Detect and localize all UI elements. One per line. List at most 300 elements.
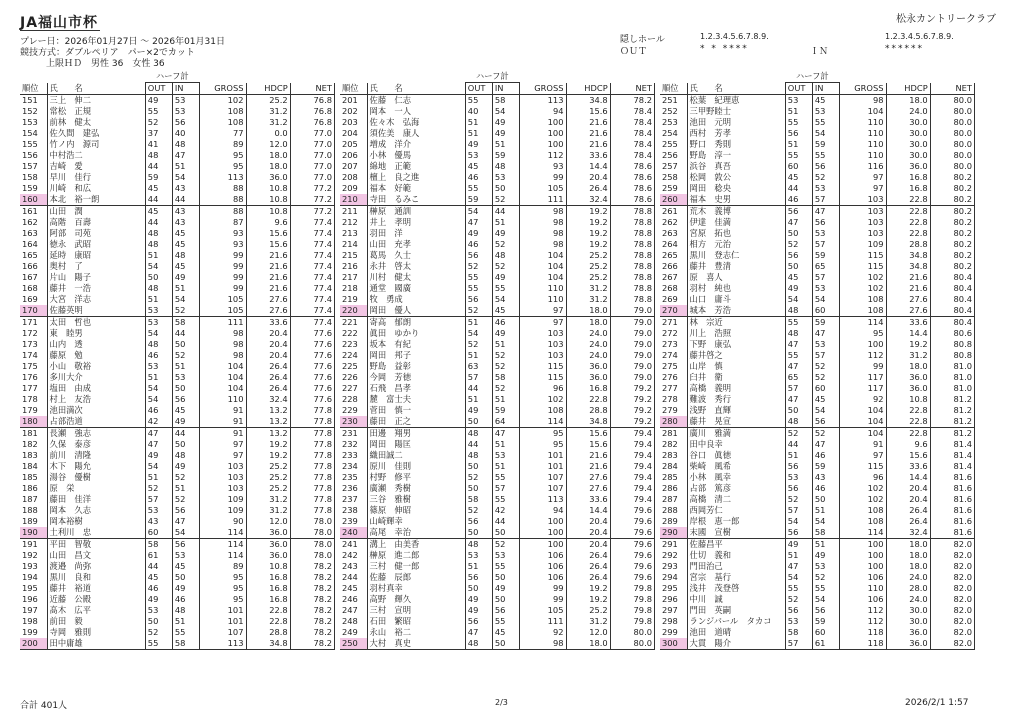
gross-cell: 111 — [519, 616, 566, 627]
gross-cell: 107 — [199, 627, 246, 638]
net-cell: 79.0 — [610, 339, 654, 350]
out-cell: 55 — [465, 283, 492, 294]
in-cell: 53 — [812, 283, 839, 294]
name-cell: 三谷 雅樹 — [367, 494, 465, 505]
name-cell: 原川 佳則 — [367, 461, 465, 472]
out-cell: 41 — [145, 139, 172, 150]
in-cell: 47 — [492, 428, 519, 440]
out-cell: 44 — [785, 439, 812, 450]
name-cell: 大村 真史 — [367, 638, 465, 650]
rank-cell: 236 — [342, 483, 358, 493]
result-row — [660, 106, 975, 117]
result-row — [340, 206, 655, 218]
hdcp-cell: 14.4 — [886, 328, 930, 339]
hdcp-cell: 21.6 — [566, 128, 610, 139]
net-cell: 82.0 — [930, 550, 974, 561]
result-row — [660, 428, 975, 440]
hdcp-header: HDCP — [566, 83, 610, 95]
rank-cell: 278 — [662, 394, 678, 404]
name-cell: 太田 哲也 — [47, 317, 145, 329]
rank-cell: 187 — [22, 494, 38, 504]
rank-cell: 230 — [340, 416, 367, 428]
out-cell: 44 — [145, 194, 172, 206]
net-header: NET — [930, 83, 974, 95]
result-row — [340, 583, 655, 594]
out-header: OUT — [145, 83, 172, 95]
hdcp-cell: 22.8 — [566, 394, 610, 405]
result-row — [340, 261, 655, 272]
gross-cell: 104 — [839, 428, 886, 440]
name-cell: 佐々木 弘海 — [367, 117, 465, 128]
name-header: 氏 名 — [687, 83, 785, 95]
in-cell: 54 — [812, 128, 839, 139]
rank-cell: 298 — [662, 616, 678, 626]
result-row — [20, 261, 335, 272]
hdcp-cell: 26.4 — [246, 383, 290, 394]
rank-cell: 287 — [662, 494, 678, 504]
rank-cell: 177 — [22, 383, 38, 393]
net-cell: 82.0 — [930, 561, 974, 572]
net-cell: 81.2 — [930, 428, 974, 440]
net-cell: 81.6 — [930, 494, 974, 505]
rank-cell: 193 — [22, 561, 38, 571]
rank-cell: 225 — [342, 361, 358, 371]
net-cell: 77.6 — [290, 350, 334, 361]
in-cell: 50 — [172, 572, 199, 583]
gross-cell: 102 — [519, 394, 566, 405]
name-cell: 近藤 公殿 — [47, 594, 145, 605]
net-cell: 81.6 — [930, 483, 974, 494]
result-row — [20, 183, 335, 194]
in-cell: 49 — [492, 117, 519, 128]
result-row — [20, 250, 335, 261]
hdcp-cell: 31.2 — [246, 494, 290, 505]
gross-cell: 98 — [519, 638, 566, 650]
name-cell: 谷口 眞徳 — [687, 450, 785, 461]
out-cell: 46 — [785, 194, 812, 206]
hdcp-cell: 21.6 — [886, 272, 930, 283]
out-cell: 55 — [465, 183, 492, 194]
in-cell: 51 — [172, 616, 199, 627]
rank-cell: 235 — [342, 472, 358, 482]
result-row — [20, 572, 335, 583]
out-cell: 45 — [145, 572, 172, 583]
name-cell: 溝上 由美香 — [367, 539, 465, 551]
gross-cell: 108 — [839, 505, 886, 516]
half-total-header: ハーフ計 — [785, 71, 839, 83]
out-cell: 57 — [785, 638, 812, 650]
name-cell: 田邊 翔男 — [367, 428, 465, 440]
name-cell: 岡田 邦子 — [367, 350, 465, 361]
rank-cell: 231 — [342, 428, 358, 438]
rank-cell: 239 — [342, 516, 358, 526]
result-row — [340, 128, 655, 139]
gross-cell: 110 — [839, 583, 886, 594]
in-cell: 59 — [812, 317, 839, 329]
gross-cell: 103 — [839, 194, 886, 206]
out-cell: 54 — [465, 328, 492, 339]
hdcp-cell: 26.4 — [566, 183, 610, 194]
out-cell: 57 — [785, 505, 812, 516]
name-cell: 黒川 登志仁 — [687, 250, 785, 261]
hdcp-cell: 21.6 — [566, 139, 610, 150]
net-cell: 80.4 — [930, 294, 974, 305]
out-cell: 54 — [785, 516, 812, 527]
in-cell: 55 — [492, 561, 519, 572]
in-cell: 49 — [172, 583, 199, 594]
out-cell: 48 — [465, 428, 492, 440]
rank-cell: 212 — [342, 217, 358, 227]
rank-cell: 200 — [20, 638, 47, 650]
rank-cell: 213 — [342, 228, 358, 238]
in-cell: 55 — [812, 150, 839, 161]
gross-cell: 117 — [839, 372, 886, 383]
hdcp-cell: 36.0 — [566, 361, 610, 372]
in-cell: 44 — [492, 516, 519, 527]
out-cell: 46 — [145, 350, 172, 361]
result-row — [20, 383, 335, 394]
result-row — [340, 428, 655, 440]
in-cell: 50 — [172, 383, 199, 394]
name-cell: 羽田 洋 — [367, 228, 465, 239]
out-cell: 57 — [465, 372, 492, 383]
gross-cell: 99 — [519, 583, 566, 594]
out-cell: 51 — [145, 372, 172, 383]
name-cell: 藤井 一浩 — [47, 283, 145, 294]
out-cell: 45 — [465, 161, 492, 172]
out-cell: 56 — [465, 516, 492, 527]
out-cell: 51 — [465, 317, 492, 329]
hdcp-cell: 16.8 — [246, 572, 290, 583]
result-row — [340, 439, 655, 450]
net-cell: 79.2 — [610, 405, 654, 416]
result-row — [660, 539, 975, 551]
name-cell: 東 睦男 — [47, 328, 145, 339]
gross-cell: 101 — [519, 461, 566, 472]
result-row — [660, 339, 975, 350]
out-cell: 55 — [785, 150, 812, 161]
gross-cell: 100 — [519, 516, 566, 527]
net-cell: 80.0 — [930, 150, 974, 161]
result-row — [340, 605, 655, 616]
name-cell: 石飛 昌孝 — [367, 383, 465, 394]
net-cell: 78.2 — [610, 95, 654, 107]
hdcp-cell: 24.0 — [886, 572, 930, 583]
name-cell: 末國 宣樹 — [687, 527, 785, 539]
name-cell: 織田誠二 — [367, 450, 465, 461]
net-cell: 78.4 — [610, 117, 654, 128]
name-cell: 山崎輝幸 — [367, 516, 465, 527]
result-row — [340, 228, 655, 239]
hdcp-cell: 14.4 — [886, 472, 930, 483]
out-cell: 51 — [465, 561, 492, 572]
out-cell: 53 — [145, 317, 172, 329]
net-cell: 77.6 — [290, 328, 334, 339]
net-cell: 78.6 — [610, 172, 654, 183]
in-cell: 50 — [172, 339, 199, 350]
in-cell: 58 — [492, 372, 519, 383]
gross-cell: 100 — [839, 339, 886, 350]
hdcp-cell: 19.2 — [566, 217, 610, 228]
name-cell: 久保 泰彦 — [47, 439, 145, 450]
result-row — [660, 416, 975, 428]
name-cell: 福本 好範 — [367, 183, 465, 194]
name-cell: 中川 誠 — [687, 594, 785, 605]
gross-cell: 88 — [199, 183, 246, 194]
result-row — [20, 616, 335, 627]
in-cell: 55 — [492, 616, 519, 627]
gross-cell: 93 — [199, 228, 246, 239]
out-cell: 49 — [465, 594, 492, 605]
name-cell: 延時 康昭 — [47, 250, 145, 261]
in-cell: 51 — [492, 217, 519, 228]
net-cell: 78.6 — [610, 161, 654, 172]
result-row — [20, 594, 335, 605]
hdcp-cell: 28.8 — [566, 405, 610, 416]
result-row — [20, 428, 335, 440]
out-cell: 48 — [465, 450, 492, 461]
hdcp-cell: 33.6 — [566, 494, 610, 505]
out-cell: 56 — [785, 483, 812, 494]
in-cell: 51 — [492, 439, 519, 450]
gross-cell: 99 — [199, 261, 246, 272]
hdcp-cell: 13.2 — [246, 405, 290, 416]
gross-cell: 101 — [199, 616, 246, 627]
net-cell: 81.4 — [930, 439, 974, 450]
rank-cell: 220 — [340, 305, 367, 317]
hdcp-cell: 16.8 — [566, 383, 610, 394]
name-cell: 小林 優馬 — [367, 150, 465, 161]
hdcp-cell: 24.0 — [566, 328, 610, 339]
out-hidden-marks: * * **** — [700, 44, 749, 54]
net-cell: 77.2 — [290, 183, 334, 194]
hdcp-cell: 30.0 — [886, 139, 930, 150]
result-row — [660, 605, 975, 616]
hdcp-cell: 10.8 — [246, 194, 290, 206]
net-cell: 77.4 — [290, 228, 334, 239]
in-cell: 42 — [492, 505, 519, 516]
out-cell: 52 — [465, 339, 492, 350]
out-cell: 56 — [465, 616, 492, 627]
out-cell: 49 — [145, 450, 172, 461]
hdcp-cell: 36.0 — [246, 550, 290, 561]
in-cell: 53 — [492, 550, 519, 561]
rank-cell: 296 — [662, 594, 678, 604]
hdcp-cell: 34.8 — [566, 416, 610, 428]
rank-header: 順位 — [660, 83, 687, 95]
name-cell: 野島 淳一 — [687, 150, 785, 161]
result-row — [340, 95, 655, 107]
name-cell: 浅井 茂登啓 — [687, 583, 785, 594]
rank-cell: 250 — [340, 638, 367, 650]
in-cell: 49 — [492, 583, 519, 594]
out-cell: 47 — [465, 217, 492, 228]
hdcp-cell: 36.0 — [886, 372, 930, 383]
name-cell: 廣瀬 秀樹 — [367, 483, 465, 494]
net-cell: 79.0 — [610, 305, 654, 317]
name-cell: 三上 伸二 — [47, 95, 145, 107]
hdcp-header: HDCP — [246, 83, 290, 95]
out-cell: 47 — [145, 428, 172, 440]
rank-cell: 154 — [22, 128, 38, 138]
net-cell: 80.2 — [930, 183, 974, 194]
net-cell: 79.6 — [610, 539, 654, 551]
out-cell: 44 — [465, 383, 492, 394]
rank-cell: 166 — [22, 261, 38, 271]
net-cell: 78.8 — [610, 217, 654, 228]
in-cell: 56 — [172, 539, 199, 551]
rank-cell: 295 — [662, 583, 678, 593]
net-cell: 79.4 — [610, 428, 654, 440]
gross-cell: 98 — [199, 339, 246, 350]
name-cell: 松葉 紀理恵 — [687, 95, 785, 107]
out-cell: 60 — [145, 527, 172, 539]
out-cell: 48 — [785, 328, 812, 339]
gross-cell: 104 — [519, 250, 566, 261]
rank-cell: 242 — [342, 550, 358, 560]
out-cell: 50 — [465, 461, 492, 472]
result-row — [340, 594, 655, 605]
in-cell: 43 — [172, 206, 199, 218]
result-row — [660, 139, 975, 150]
in-cell: 48 — [172, 250, 199, 261]
gross-cell: 115 — [519, 372, 566, 383]
result-row — [340, 505, 655, 516]
result-row — [660, 383, 975, 394]
hdcp-cell: 33.6 — [886, 461, 930, 472]
in-cell: 47 — [812, 206, 839, 218]
result-row — [340, 272, 655, 283]
name-cell: 西岡芳仁 — [687, 505, 785, 516]
half-total-header: ハーフ計 — [465, 71, 519, 83]
name-cell: 難波 秀行 — [687, 394, 785, 405]
result-row — [660, 317, 975, 329]
in-cell: 55 — [812, 583, 839, 594]
rank-cell: 165 — [22, 250, 38, 260]
hdcp-cell: 18.0 — [566, 305, 610, 317]
gross-cell: 94 — [519, 505, 566, 516]
name-cell: 山田 充孝 — [367, 239, 465, 250]
name-cell: 高尾 幸治 — [367, 527, 465, 539]
result-row — [20, 439, 335, 450]
rank-cell: 286 — [662, 483, 678, 493]
gross-cell: 100 — [519, 539, 566, 551]
name-cell: 増成 洋介 — [367, 139, 465, 150]
in-cell: 51 — [492, 461, 519, 472]
in-cell: 59 — [492, 150, 519, 161]
name-cell: 永井 啓太 — [367, 261, 465, 272]
gross-cell: 114 — [199, 539, 246, 551]
hdcp-cell: 28.0 — [886, 583, 930, 594]
gross-cell: 110 — [839, 117, 886, 128]
rank-cell: 241 — [342, 539, 358, 549]
gross-cell: 108 — [519, 405, 566, 416]
hdcp-cell: 18.0 — [566, 638, 610, 650]
result-row — [20, 95, 335, 107]
result-row — [340, 172, 655, 183]
result-row — [660, 172, 975, 183]
rank-cell: 197 — [22, 605, 38, 615]
result-row — [340, 317, 655, 329]
result-row — [660, 638, 975, 650]
rank-cell: 268 — [662, 283, 678, 293]
net-cell: 76.8 — [290, 117, 334, 128]
out-cell: 50 — [785, 228, 812, 239]
rank-cell: 282 — [662, 439, 678, 449]
gross-cell: 114 — [839, 317, 886, 329]
rank-cell: 291 — [662, 539, 678, 549]
out-cell: 53 — [785, 472, 812, 483]
gross-cell: 104 — [839, 405, 886, 416]
result-row — [660, 394, 975, 405]
out-cell: 51 — [785, 139, 812, 150]
name-cell: 浜谷 真吾 — [687, 161, 785, 172]
out-cell: 55 — [785, 583, 812, 594]
name-cell: 髙木 広平 — [47, 605, 145, 616]
in-cell: 53 — [812, 561, 839, 572]
out-cell: 50 — [145, 616, 172, 627]
out-cell: 54 — [145, 383, 172, 394]
hdcp-cell: 27.6 — [566, 483, 610, 494]
net-cell: 78.2 — [290, 616, 334, 627]
net-cell: 80.8 — [930, 350, 974, 361]
name-cell: 早川 佳行 — [47, 172, 145, 183]
in-cell: 54 — [492, 294, 519, 305]
rank-cell: 290 — [660, 527, 687, 539]
out-cell: 48 — [145, 339, 172, 350]
result-row — [660, 527, 975, 539]
in-cell: 52 — [812, 172, 839, 183]
in-cell: 56 — [172, 394, 199, 405]
name-cell: 葛馬 久士 — [367, 250, 465, 261]
rank-cell: 269 — [662, 294, 678, 304]
rank-cell: 194 — [22, 572, 38, 582]
gross-cell: 104 — [199, 383, 246, 394]
hdcp-cell: 18.0 — [246, 161, 290, 172]
in-cell: 54 — [812, 405, 839, 416]
gross-cell: 103 — [839, 217, 886, 228]
name-cell: 田中良幸 — [687, 439, 785, 450]
rank-cell: 297 — [662, 605, 678, 615]
name-cell: 篠原 伸昭 — [367, 505, 465, 516]
result-row — [20, 638, 335, 650]
gross-cell: 109 — [199, 494, 246, 505]
rank-cell: 169 — [22, 294, 38, 304]
name-cell: 藤井 豊清 — [687, 261, 785, 272]
rank-cell: 199 — [22, 627, 38, 637]
name-cell: 竹ノ内 源司 — [47, 139, 145, 150]
out-cell: 40 — [465, 106, 492, 117]
gross-cell: 112 — [839, 605, 886, 616]
name-cell: 寺田 るみこ — [367, 194, 465, 206]
rank-cell: 155 — [22, 139, 38, 149]
in-cell: 52 — [812, 372, 839, 383]
net-cell: 77.4 — [290, 317, 334, 329]
result-row — [660, 228, 975, 239]
gross-cell: 106 — [519, 561, 566, 572]
hdcp-cell: 21.6 — [886, 283, 930, 294]
name-cell: 渡邉 尚弥 — [47, 561, 145, 572]
out-cell: 51 — [465, 128, 492, 139]
hdcp-cell: 21.6 — [566, 117, 610, 128]
in-cell: 56 — [812, 161, 839, 172]
hdcp-cell: 16.8 — [246, 583, 290, 594]
result-row — [20, 505, 335, 516]
name-cell: 相方 元治 — [687, 239, 785, 250]
name-cell: 塩田 由成 — [47, 383, 145, 394]
result-row — [660, 627, 975, 638]
result-row — [340, 472, 655, 483]
